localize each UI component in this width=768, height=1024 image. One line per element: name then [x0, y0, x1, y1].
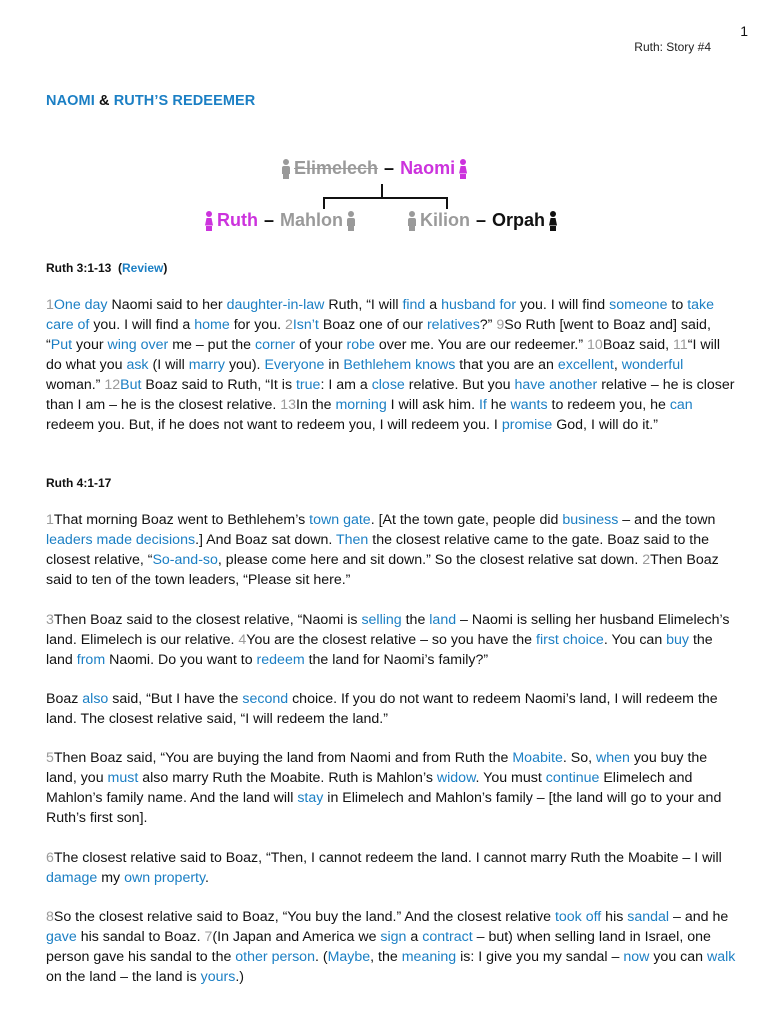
passage-text: : I am a: [320, 377, 372, 393]
tree-dash: –: [384, 158, 395, 178]
passage-text: You are the closest relative – so you have the: [246, 632, 537, 648]
passage-text: Elimelech and Mahlon’s family name. And the land will: [46, 770, 693, 806]
family-tree: [0, 150, 768, 240]
passage-text: In the: [296, 397, 336, 413]
section-ref: Ruth 4:1-17: [46, 476, 112, 490]
glossary-word: when: [595, 750, 630, 766]
passage-text: . [At the town gate, people did: [370, 512, 563, 528]
glossary-word: sign: [380, 929, 407, 945]
glossary-word: business: [562, 512, 619, 528]
tree-dash: –: [263, 210, 274, 230]
passage-text: woman.”: [46, 377, 105, 393]
passage-text: Boaz: [46, 691, 83, 707]
glossary-word: can: [669, 397, 693, 413]
glossary-word: gave: [46, 929, 77, 945]
male-figure-icon: [281, 159, 291, 179]
tree-orpah: Orpah: [492, 210, 546, 230]
passage-paragraph: [46, 689, 736, 729]
glossary-word: If: [478, 397, 487, 413]
passage-text: he: [486, 397, 511, 413]
tree-elimelech: Elimelech: [294, 158, 379, 178]
passage-text: relative – he is closer than I am – he is the closest relative.: [46, 377, 735, 413]
verse-number: 6: [46, 850, 54, 866]
passage-text: Then Boaz said, “You are buying the land from Naomi and from Ruth the: [53, 750, 513, 766]
passage-text: in: [324, 357, 344, 373]
passage-text: is: I give you my sandal –: [456, 949, 624, 965]
tree-dash: –: [476, 210, 487, 230]
passage-paragraph: [46, 907, 736, 987]
tree-mahlon: Mahlon: [280, 210, 343, 230]
glossary-word: Maybe: [327, 949, 371, 965]
passage-text: – Naomi is selling her husband Elimelech’s land. Elimelech is our relative.: [46, 612, 730, 648]
glossary-word: damage: [46, 870, 98, 886]
verse-number: 13: [280, 397, 296, 413]
title-ampersand: &: [94, 93, 114, 109]
glossary-word: other person: [235, 949, 315, 965]
passage-text: . (: [314, 949, 328, 965]
glossary-word: own property: [124, 870, 206, 886]
title-redeemer: RUTH’S REDEEMER: [113, 93, 256, 109]
tree-ruth: Ruth: [217, 210, 258, 230]
passage-text: you. I will find a: [89, 317, 195, 333]
passage-text: in Elimelech and Mahlon’s family – [the land will go to your and Ruth’s first son].: [46, 790, 722, 826]
tree-row-ruth-mahlon: [201, 210, 359, 231]
glossary-word: contract: [422, 929, 473, 945]
glossary-word: stay: [297, 790, 324, 806]
tree-connector-vertical: [381, 184, 383, 198]
passage-text: over me. You are our redeemer.”: [374, 337, 588, 353]
passage-paragraph: [46, 510, 736, 590]
passage-text: (I will: [148, 357, 189, 373]
passage-paragraph: [46, 610, 736, 670]
glossary-word: ask: [126, 357, 149, 373]
passage-text: you. I will find: [516, 297, 610, 313]
glossary-word: redeem: [256, 652, 305, 668]
glossary-word: So-and-so: [152, 552, 218, 568]
glossary-word: meaning: [401, 949, 457, 965]
passage-text: to: [667, 297, 688, 313]
glossary-word: corner: [255, 337, 296, 353]
passage-text: said, “But I have the: [108, 691, 243, 707]
female-figure-icon: [548, 211, 558, 231]
passage-text: the closest relative came to the gate. Boaz said to the closest relative, “: [46, 532, 710, 568]
verse-number: 7: [204, 929, 213, 945]
passage-text: Naomi. Do you want to: [105, 652, 257, 668]
passage-text: – and the town: [618, 512, 716, 528]
glossary-word: Then: [335, 532, 369, 548]
passage-text: choice. If you do not want to redeem Naomi’s land, I will redeem the land. The closest relative said, “I will redeem the land.”: [46, 691, 718, 727]
glossary-word: One day: [53, 297, 108, 313]
verse-number: 12: [104, 377, 121, 393]
glossary-word: continue: [545, 770, 600, 786]
glossary-word: buy: [666, 632, 690, 648]
glossary-word: Bethlehem knows: [343, 357, 456, 373]
page-number: 1: [740, 23, 748, 39]
verse-number: 1: [46, 512, 54, 528]
section-heading-ruth-4: [46, 476, 111, 490]
glossary-word: excellent: [557, 357, 614, 373]
glossary-word: morning: [335, 397, 387, 413]
passage-text: – and he: [669, 909, 729, 925]
tree-connector-horizontal: [323, 197, 447, 199]
section-heading-ruth-3: Ruth 3:1-13 (Review): [46, 261, 168, 275]
passage-text: the land for Naomi’s family?”: [304, 652, 489, 668]
tree-kilion: Kilion: [420, 210, 470, 230]
glossary-word: wonderful: [621, 357, 684, 373]
passage-text: your: [72, 337, 108, 353]
passage-text: a: [406, 929, 423, 945]
glossary-word: walk: [706, 949, 736, 965]
passage-text: ,: [613, 357, 622, 373]
glossary-word: promise: [501, 417, 553, 433]
glossary-word: marry: [188, 357, 225, 373]
passage-text: The closest relative said to Boaz, “Then, I cannot redeem the land. I cannot marry Ruth the Moabite – I will: [53, 850, 722, 866]
glossary-word: wing over: [107, 337, 169, 353]
passage-text: that you are an: [455, 357, 558, 373]
passage-text: “I will do what you: [46, 337, 721, 373]
verse-number: 1: [46, 297, 54, 313]
glossary-word: close: [371, 377, 405, 393]
glossary-word: selling: [361, 612, 402, 628]
glossary-word: daughter-in-law: [226, 297, 325, 313]
verse-number: 10: [587, 337, 603, 353]
passage-text: . So,: [562, 750, 596, 766]
male-figure-icon: [346, 211, 356, 231]
tree-row-parents: [278, 158, 471, 179]
glossary-word: Isn’t: [292, 317, 319, 333]
passage-text: also marry Ruth the Moabite. Ruth is Mahlon’s: [138, 770, 437, 786]
glossary-word: leaders made decisions: [46, 532, 196, 548]
glossary-word: second: [242, 691, 289, 707]
tree-connector-left: [323, 197, 325, 209]
passage-text: his sandal to Boaz.: [76, 929, 205, 945]
verse-number: 4: [238, 632, 247, 648]
passage-text: my: [97, 870, 125, 886]
passage-text: to redeem you, he: [547, 397, 670, 413]
passage-text: Naomi said to her: [107, 297, 227, 313]
glossary-word: true: [295, 377, 321, 393]
passage-text: So the closest relative said to Boaz, “You buy the land.” And the closest relative: [53, 909, 555, 925]
female-figure-icon: [204, 211, 214, 231]
female-figure-icon: [458, 159, 468, 179]
verse-number: 9: [496, 317, 505, 333]
glossary-word: Everyone: [264, 357, 325, 373]
section-ref: Ruth 3:1-13: [46, 261, 112, 275]
glossary-word: robe: [346, 337, 375, 353]
glossary-word: yours: [200, 969, 236, 985]
glossary-word: also: [82, 691, 109, 707]
passage-text: for you.: [229, 317, 285, 333]
passage-text: the: [401, 612, 430, 628]
glossary-word: from: [76, 652, 106, 668]
passage-text: you can: [649, 949, 707, 965]
tree-row-kilion-orpah: [404, 210, 561, 231]
passage-text: redeem you. But, if he does not want to redeem you, I will redeem you. I: [46, 417, 502, 433]
passage-text: – but) when selling land in Israel, one person gave his sandal to the: [46, 929, 711, 965]
glossary-word: sandal: [627, 909, 670, 925]
passage-paragraph: [46, 848, 736, 888]
glossary-word: wants: [510, 397, 548, 413]
glossary-word: took off: [554, 909, 602, 925]
title-naomi: NAOMI: [46, 93, 95, 109]
verse-number: 5: [46, 750, 54, 766]
passage-text: . You must: [475, 770, 546, 786]
passage-text: , the: [370, 949, 402, 965]
glossary-word: must: [107, 770, 139, 786]
verse-number: 2: [284, 317, 293, 333]
glossary-word: land: [429, 612, 457, 628]
male-figure-icon: [407, 211, 417, 231]
tree-naomi: Naomi: [400, 158, 456, 178]
verse-number: 11: [673, 337, 688, 353]
passage-text: Boaz one of our: [318, 317, 427, 333]
passage-text: So Ruth [went to Boaz and] said, “: [46, 317, 711, 353]
passage-text: Then Boaz said to the closest relative, “Naomi is: [53, 612, 362, 628]
passage-text: you buy the land, you: [46, 750, 708, 786]
verse-number: 3: [46, 612, 54, 628]
passage-text: ?”: [479, 317, 497, 333]
passage-text: God, I will do it.”: [552, 417, 658, 433]
review-link[interactable]: Review: [122, 261, 164, 275]
running-head: Ruth: Story #4: [634, 40, 711, 54]
glossary-word: Put: [50, 337, 73, 353]
passage-text: his: [601, 909, 628, 925]
passage-text: a: [425, 297, 442, 313]
passage-text: the land: [46, 632, 713, 668]
passage-text: . You can: [603, 632, 667, 648]
passage-text: me – put the: [168, 337, 256, 353]
glossary-word: home: [194, 317, 230, 333]
glossary-word: town gate: [309, 512, 371, 528]
glossary-word: But: [120, 377, 142, 393]
glossary-word: relatives: [426, 317, 480, 333]
glossary-word: someone: [609, 297, 668, 313]
passage-paragraph: [46, 295, 736, 435]
glossary-word: now: [623, 949, 650, 965]
glossary-word: widow: [436, 770, 476, 786]
passage-text: Boaz said to Ruth, “It is: [141, 377, 296, 393]
glossary-word: first choice: [536, 632, 604, 648]
passage-text: That morning Boaz went to Bethlehem’s: [53, 512, 310, 528]
passage-text: Then Boaz said to ten of the town leaders, “Please sit here.”: [46, 552, 719, 588]
verse-number: 8: [46, 909, 54, 925]
passage-text: (In Japan and America we: [212, 929, 381, 945]
verse-number: 2: [642, 552, 651, 568]
glossary-word: husband for: [441, 297, 517, 313]
page-title: [46, 93, 255, 109]
passage-paragraph: [46, 748, 736, 828]
passage-text: .] And Boaz sat down.: [195, 532, 336, 548]
passage-text: .): [235, 969, 244, 985]
glossary-word: take care of: [46, 297, 715, 333]
passage-text: of your: [295, 337, 347, 353]
tree-connector-right: [446, 197, 448, 209]
passage-text: relative. But you: [404, 377, 515, 393]
glossary-word: have another: [514, 377, 598, 393]
passage-text: Ruth, “I will: [324, 297, 403, 313]
passage-text: on the land – the land is: [46, 969, 201, 985]
passage-text: you).: [225, 357, 265, 373]
passage-text: I will ask him.: [386, 397, 479, 413]
glossary-word: Moabite: [512, 750, 563, 766]
glossary-word: find: [402, 297, 426, 313]
passage-text: Boaz said,: [602, 337, 674, 353]
passage-text: .: [205, 870, 209, 886]
passage-text: , please come here and sit down.” So the closest relative sat down.: [217, 552, 643, 568]
